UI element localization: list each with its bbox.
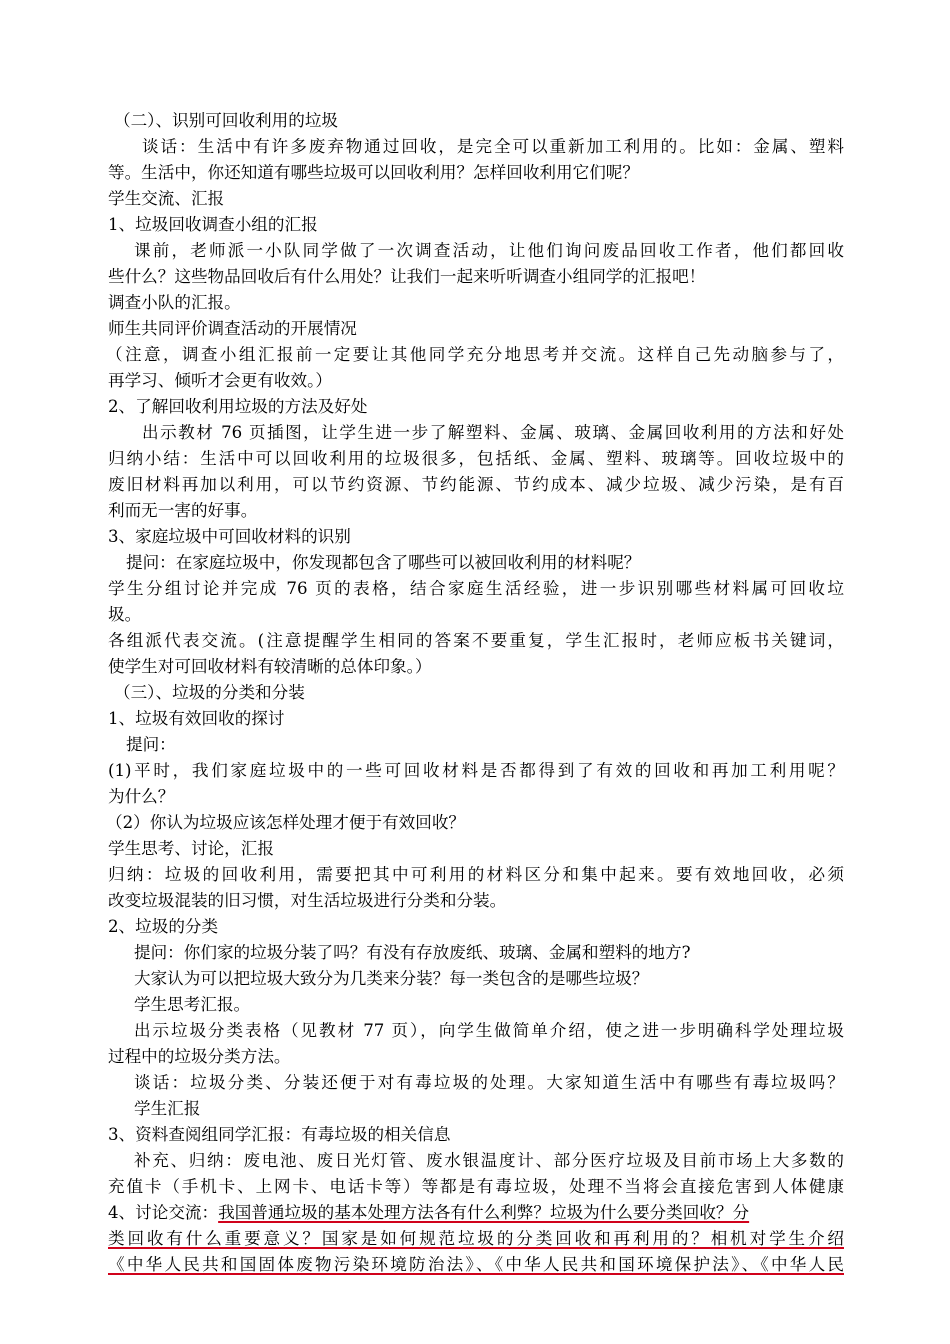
paragraph-line: 过程中的垃圾分类方法。: [108, 1047, 291, 1066]
paragraph-line: 为什么？: [108, 787, 175, 806]
subheading: 2、垃圾的分类: [108, 917, 219, 936]
underlined-text: 类回收有什么重要意义？国家是如何规范垃圾的分类回收和再利用的？相机对学生介绍: [108, 1229, 844, 1248]
paragraph-line: 些什么？这些物品回收后有什么用处？让我们一起来听听调查小组同学的汇报吧！: [108, 267, 706, 286]
subheading: 2、了解回收利用垃圾的方法及好处: [108, 397, 368, 416]
paragraph-line: 出示教材 76 页插图，让学生进一步了解塑料、金属、玻璃、金属回收利用的方法和好处: [142, 423, 844, 442]
subheading: 3、家庭垃圾中可回收材料的识别: [108, 527, 351, 546]
underlined-text: 《中华人民共和国固体废物污染环境防治法》、《中华人民共和国环境保护法》、《中华人民: [108, 1255, 844, 1274]
paragraph-line: 提问：你们家的垃圾分装了吗？有没有存放废纸、玻璃、金属和塑料的地方?: [134, 943, 691, 962]
paragraph-line: （注意，调查小组汇报前一定要让其他同学充分地思考并交流。这样自己先动脑参与了，: [106, 345, 844, 364]
paragraph-line: 归纳小结：生活中可以回收利用的垃圾很多，包括纸、金属、塑料、玻璃等。回收垃圾中的: [108, 449, 844, 468]
discussion-label: 4、讨论交流：: [108, 1203, 219, 1222]
paragraph-line: 补充、归纳：废电池、废日光灯管、废水银温度计、部分医疗垃圾及目前市场上大多数的: [134, 1151, 844, 1170]
paragraph-line: （2）你认为垃圾应该怎样处理才便于有效回收？: [106, 813, 466, 832]
paragraph-line: 学生分组讨论并完成 76 页的表格，结合家庭生活经验，进一步识别哪些材料属可回收垃: [108, 579, 844, 598]
paragraph-line: 利而无一害的好事。: [108, 501, 258, 520]
paragraph-line: 谈话：垃圾分类、分装还便于对有毒垃圾的处理。大家知道生活中有哪些有毒垃圾吗？: [134, 1073, 844, 1092]
paragraph-line: 使学生对可回收材料有较清晰的总体印象。）: [108, 657, 432, 676]
paragraph-line: 学生汇报: [134, 1099, 201, 1118]
underlined-text: 我国普通垃圾的基本处理方法各有什么利弊？垃圾为什么要分类回收？分: [218, 1203, 750, 1222]
section-heading-2: （二）、识别可回收利用的垃圾: [114, 111, 339, 130]
paragraph-line: 出示垃圾分类表格（见教材 77 页），向学生做简单介绍，使之进一步明确科学处理垃圾: [134, 1021, 844, 1040]
paragraph-line: 提问：在家庭垃圾中，你发现都包含了哪些可以被回收利用的材料呢？: [126, 553, 641, 572]
paragraph-line: 等。生活中，你还知道有哪些垃圾可以回收利用？怎样回收利用它们呢？: [108, 163, 639, 182]
discussion-line: [108, 1200, 844, 1226]
paragraph-line: 各组派代表交流。(注意提醒学生相同的答案不要重复，学生汇报时，老师应板书关键词，: [108, 631, 844, 650]
paragraph-line: 学生思考汇报。: [134, 995, 251, 1014]
paragraph-line: 调查小队的汇报。: [108, 293, 241, 312]
paragraph-line: 再学习、倾听才会更有收效。）: [108, 371, 333, 390]
paragraph-line: 学生交流、汇报: [108, 189, 225, 208]
paragraph-line: 课前，老师派一小队同学做了一次调查活动，让他们询问废品回收工作者，他们都回收: [134, 241, 844, 260]
paragraph-line: 大家认为可以把垃圾大致分为几类来分装？每一类包含的是哪些垃圾？: [134, 969, 649, 988]
paragraph-line: 归纳：垃圾的回收利用，需要把其中可利用的材料区分和集中起来。要有效地回收，必须: [108, 865, 844, 884]
paragraph-line: 师生共同评价调查活动的开展情况: [108, 319, 357, 338]
paragraph-line: 提问：: [126, 735, 176, 754]
paragraph-line: 谈话：生活中有许多废弃物通过回收，是完全可以重新加工利用的。比如：金属、塑料: [142, 137, 844, 156]
paragraph-line: 充值卡（手机卡、上网卡、电话卡等）等都是有毒垃圾，处理不当将会直接危害到人体健康: [108, 1177, 844, 1196]
paragraph-line: (1)平时，我们家庭垃圾中的一些可回收材料是否都得到了有效的回收和再加工利用呢？: [108, 761, 844, 780]
subheading: 1、垃圾有效回收的探讨: [108, 709, 285, 728]
section-heading-3: （三）、垃圾的分类和分装: [114, 683, 305, 702]
paragraph-line: 废旧材料再加以利用，可以节约资源、节约能源、节约成本、减少垃圾、减少污染，是有百: [108, 475, 844, 494]
subheading: 1、垃圾回收调查小组的汇报: [108, 215, 318, 234]
paragraph-line: 圾。: [108, 605, 142, 624]
paragraph-line: 学生思考、讨论，汇报: [108, 839, 274, 858]
paragraph-line: 改变垃圾混装的旧习惯，对生活垃圾进行分类和分装。: [108, 891, 507, 910]
subheading: 3、资料查阅组同学汇报：有毒垃圾的相关信息: [108, 1125, 451, 1144]
